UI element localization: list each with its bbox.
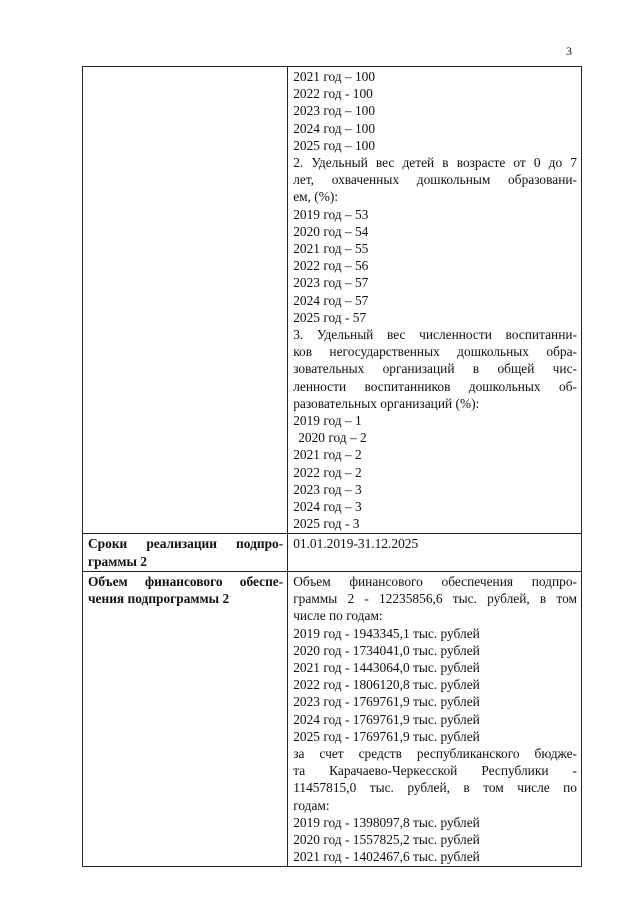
budget-text: 11457815,0 тыс. рублей, в том числе по: [293, 780, 577, 796]
row-label-financing: [83, 571, 288, 866]
list-item: 2025 год - 57: [293, 309, 367, 325]
row-value-indicators: [288, 67, 582, 534]
list-item: 2024 год – 100: [293, 120, 376, 136]
indicator-3-text: зовательных организаций в общей чис-: [293, 361, 577, 377]
list-item: 2025 год – 100: [293, 137, 376, 153]
list-item: 2019 год - 1398097,8 тыс. рублей: [293, 814, 480, 830]
list-item: 2021 год – 55: [293, 241, 369, 257]
row-label-empty: [83, 67, 288, 534]
financing-intro: Объем финансового обеспечения подпро-: [293, 573, 577, 589]
indicator-2-text: 2. Удельный вес детей в возрасте от 0 до 7: [293, 155, 577, 171]
list-item: 2025 год - 3: [293, 516, 360, 532]
budget-text: за счет средств республиканского бюдже-: [293, 745, 577, 761]
indicator-3-text: ков негосударственных дошкольных обра-: [293, 344, 577, 360]
table-row-term: [83, 534, 582, 571]
list-item: 2021 год - 1443064,0 тыс. рублей: [293, 659, 480, 675]
list-item: 2024 год – 3: [293, 499, 362, 515]
list-item: 2022 год - 1806120,8 тыс. рублей: [293, 677, 480, 693]
list-item: 2025 год - 1769761,9 тыс. рублей: [293, 728, 480, 744]
list-item: 2022 год – 2: [293, 464, 362, 480]
list-item: 2023 год - 1769761,9 тыс. рублей: [293, 694, 480, 710]
passport-table: [82, 66, 582, 867]
list-item: 2019 год – 1: [293, 413, 362, 429]
list-item: 2023 год – 57: [293, 275, 369, 291]
list-item: 2020 год – 54: [293, 223, 369, 239]
row-value-financing: [288, 571, 582, 866]
list-item: 2024 год – 57: [293, 292, 369, 308]
list-item: 2023 год – 3: [293, 481, 362, 497]
budget-text: годам:: [293, 797, 330, 813]
list-item: 2020 год - 1557825,2 тыс. рублей: [293, 831, 480, 847]
term-label: граммы 2: [88, 553, 147, 569]
indicator-3-text: ленности воспитанников дошкольных об-: [293, 378, 577, 394]
row-label-term: [83, 534, 288, 571]
budget-text: та Карачаево-Черкесской Республики -: [293, 763, 577, 779]
list-item: 2020 год - 1734041,0 тыс. рублей: [293, 642, 480, 658]
list-item: 2021 год – 100: [293, 69, 376, 84]
term-value: 01.01.2019-31.12.2025: [293, 536, 419, 552]
list-item: 2021 год – 2: [293, 447, 362, 463]
table-row-indicators: [83, 67, 582, 534]
term-label: Сроки реализации подпро-: [88, 536, 284, 552]
list-item: 2022 год – 56: [293, 258, 369, 274]
indicator-3-text: 3. Удельный вес численности воспитанни-: [293, 327, 577, 343]
financing-label: Объем финансового обеспе-: [88, 573, 284, 589]
row-value-term: [288, 534, 582, 571]
indicator-3-text: разовательных организаций (%):: [293, 395, 480, 411]
list-item: 2022 год - 100: [293, 86, 373, 102]
list-item: 2024 год - 1769761,9 тыс. рублей: [293, 711, 480, 727]
list-item: 2019 год – 53: [293, 206, 369, 222]
table-row-financing: [83, 571, 582, 866]
list-item: 2021 год - 1402467,6 тыс. рублей: [293, 849, 480, 865]
list-item: 2020 год – 2: [298, 430, 367, 446]
financing-intro: граммы 2 - 12235856,6 тыс. рублей, в том: [293, 591, 577, 607]
page-number: 3: [566, 44, 572, 58]
indicator-2-text: ем, (%):: [293, 189, 339, 205]
financing-label: чения подпрограммы 2: [88, 591, 230, 607]
list-item: 2019 год - 1943345,1 тыс. рублей: [293, 625, 480, 641]
list-item: 2023 год – 100: [293, 103, 376, 119]
indicator-2-text: лет, охваченных дошкольным образовани-: [293, 172, 577, 188]
financing-intro: числе по годам:: [293, 608, 383, 624]
